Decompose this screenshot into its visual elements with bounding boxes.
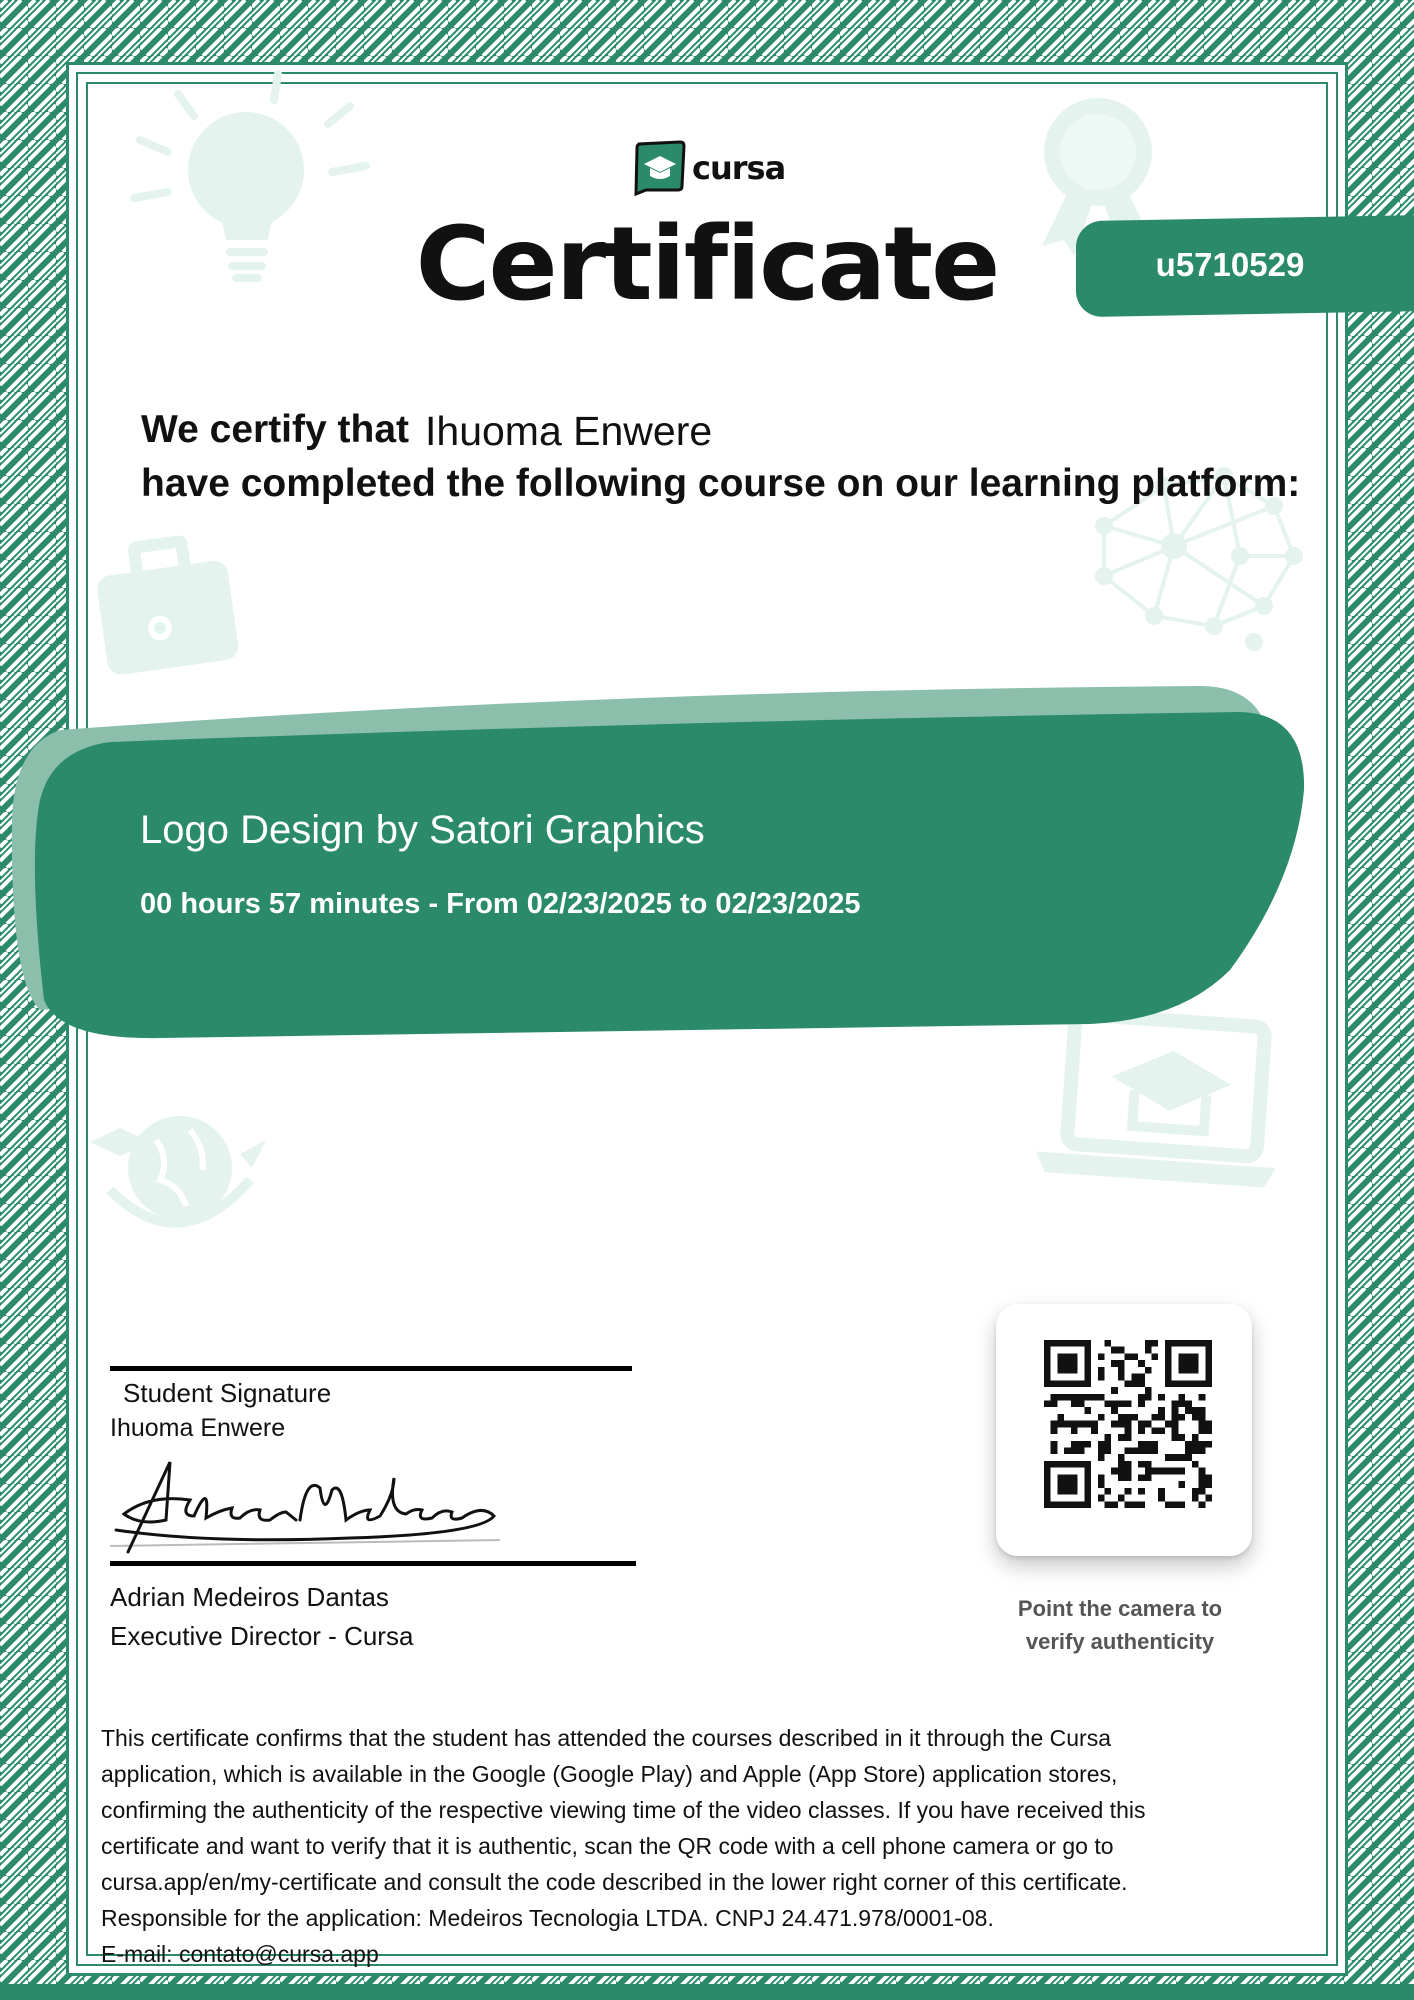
footer-line: application, which is available in the Google (Google Play) and Apple (App Store) application stores, xyxy=(101,1761,1118,1787)
briefcase-icon xyxy=(86,530,246,700)
director-signature-line xyxy=(110,1561,636,1566)
footer-disclaimer xyxy=(101,1720,1331,1972)
student-signature-line xyxy=(110,1366,632,1371)
completion-statement: have completed the following course on our learning platform: xyxy=(141,462,1301,505)
qr-code[interactable] xyxy=(1044,1340,1212,1508)
verify-caption-line1: Point the camera to xyxy=(1017,1596,1223,1621)
director-name: Adrian Medeiros Dantas xyxy=(110,1582,389,1612)
footer-line: E-mail: contato@cursa.app xyxy=(101,1941,379,1967)
certify-prefix: We certify that xyxy=(141,408,410,451)
footer-line: Responsible for the application: Medeiros Tecnologia LTDA. CNPJ 24.471.978/0001-08. xyxy=(101,1905,994,1931)
director-title: Executive Director - Cursa xyxy=(110,1621,414,1651)
qr-modules xyxy=(1044,1340,1212,1508)
course-band xyxy=(0,680,1320,1040)
course-name: Logo Design by Satori Graphics xyxy=(140,808,705,852)
certificate-title: Certificate xyxy=(415,205,999,324)
certificate-code: u5710529 xyxy=(1155,246,1305,283)
student-signature-name: Ihuoma Enwere xyxy=(110,1414,286,1442)
director-signature xyxy=(110,1450,510,1560)
student-signature-label: Student Signature xyxy=(123,1378,332,1408)
footer-line: cursa.app/en/my-certificate and consult the code described in the lower right corner of this certificate. xyxy=(101,1869,1128,1895)
globe-graduation-icon xyxy=(90,1090,270,1240)
footer-line: confirming the authenticity of the respective viewing time of the video classes. If you have received this xyxy=(101,1797,1146,1823)
verify-caption-line2: verify authenticity xyxy=(1025,1629,1215,1654)
verify-caption xyxy=(985,1592,1255,1658)
footer-line: certificate and want to verify that it is authentic, scan the QR code with a cell phone camera or go to xyxy=(101,1833,1114,1859)
brand-name: cursa xyxy=(692,149,786,187)
footer-line: This certificate confirms that the student has attended the courses described in it through the Cursa xyxy=(101,1725,1111,1751)
student-name: Ihuoma Enwere xyxy=(425,408,713,454)
graduation-cap-icon xyxy=(632,140,686,196)
cursa-logo xyxy=(632,140,785,196)
course-details: 00 hours 57 minutes - From 02/23/2025 to 02/23/2025 xyxy=(140,888,861,920)
